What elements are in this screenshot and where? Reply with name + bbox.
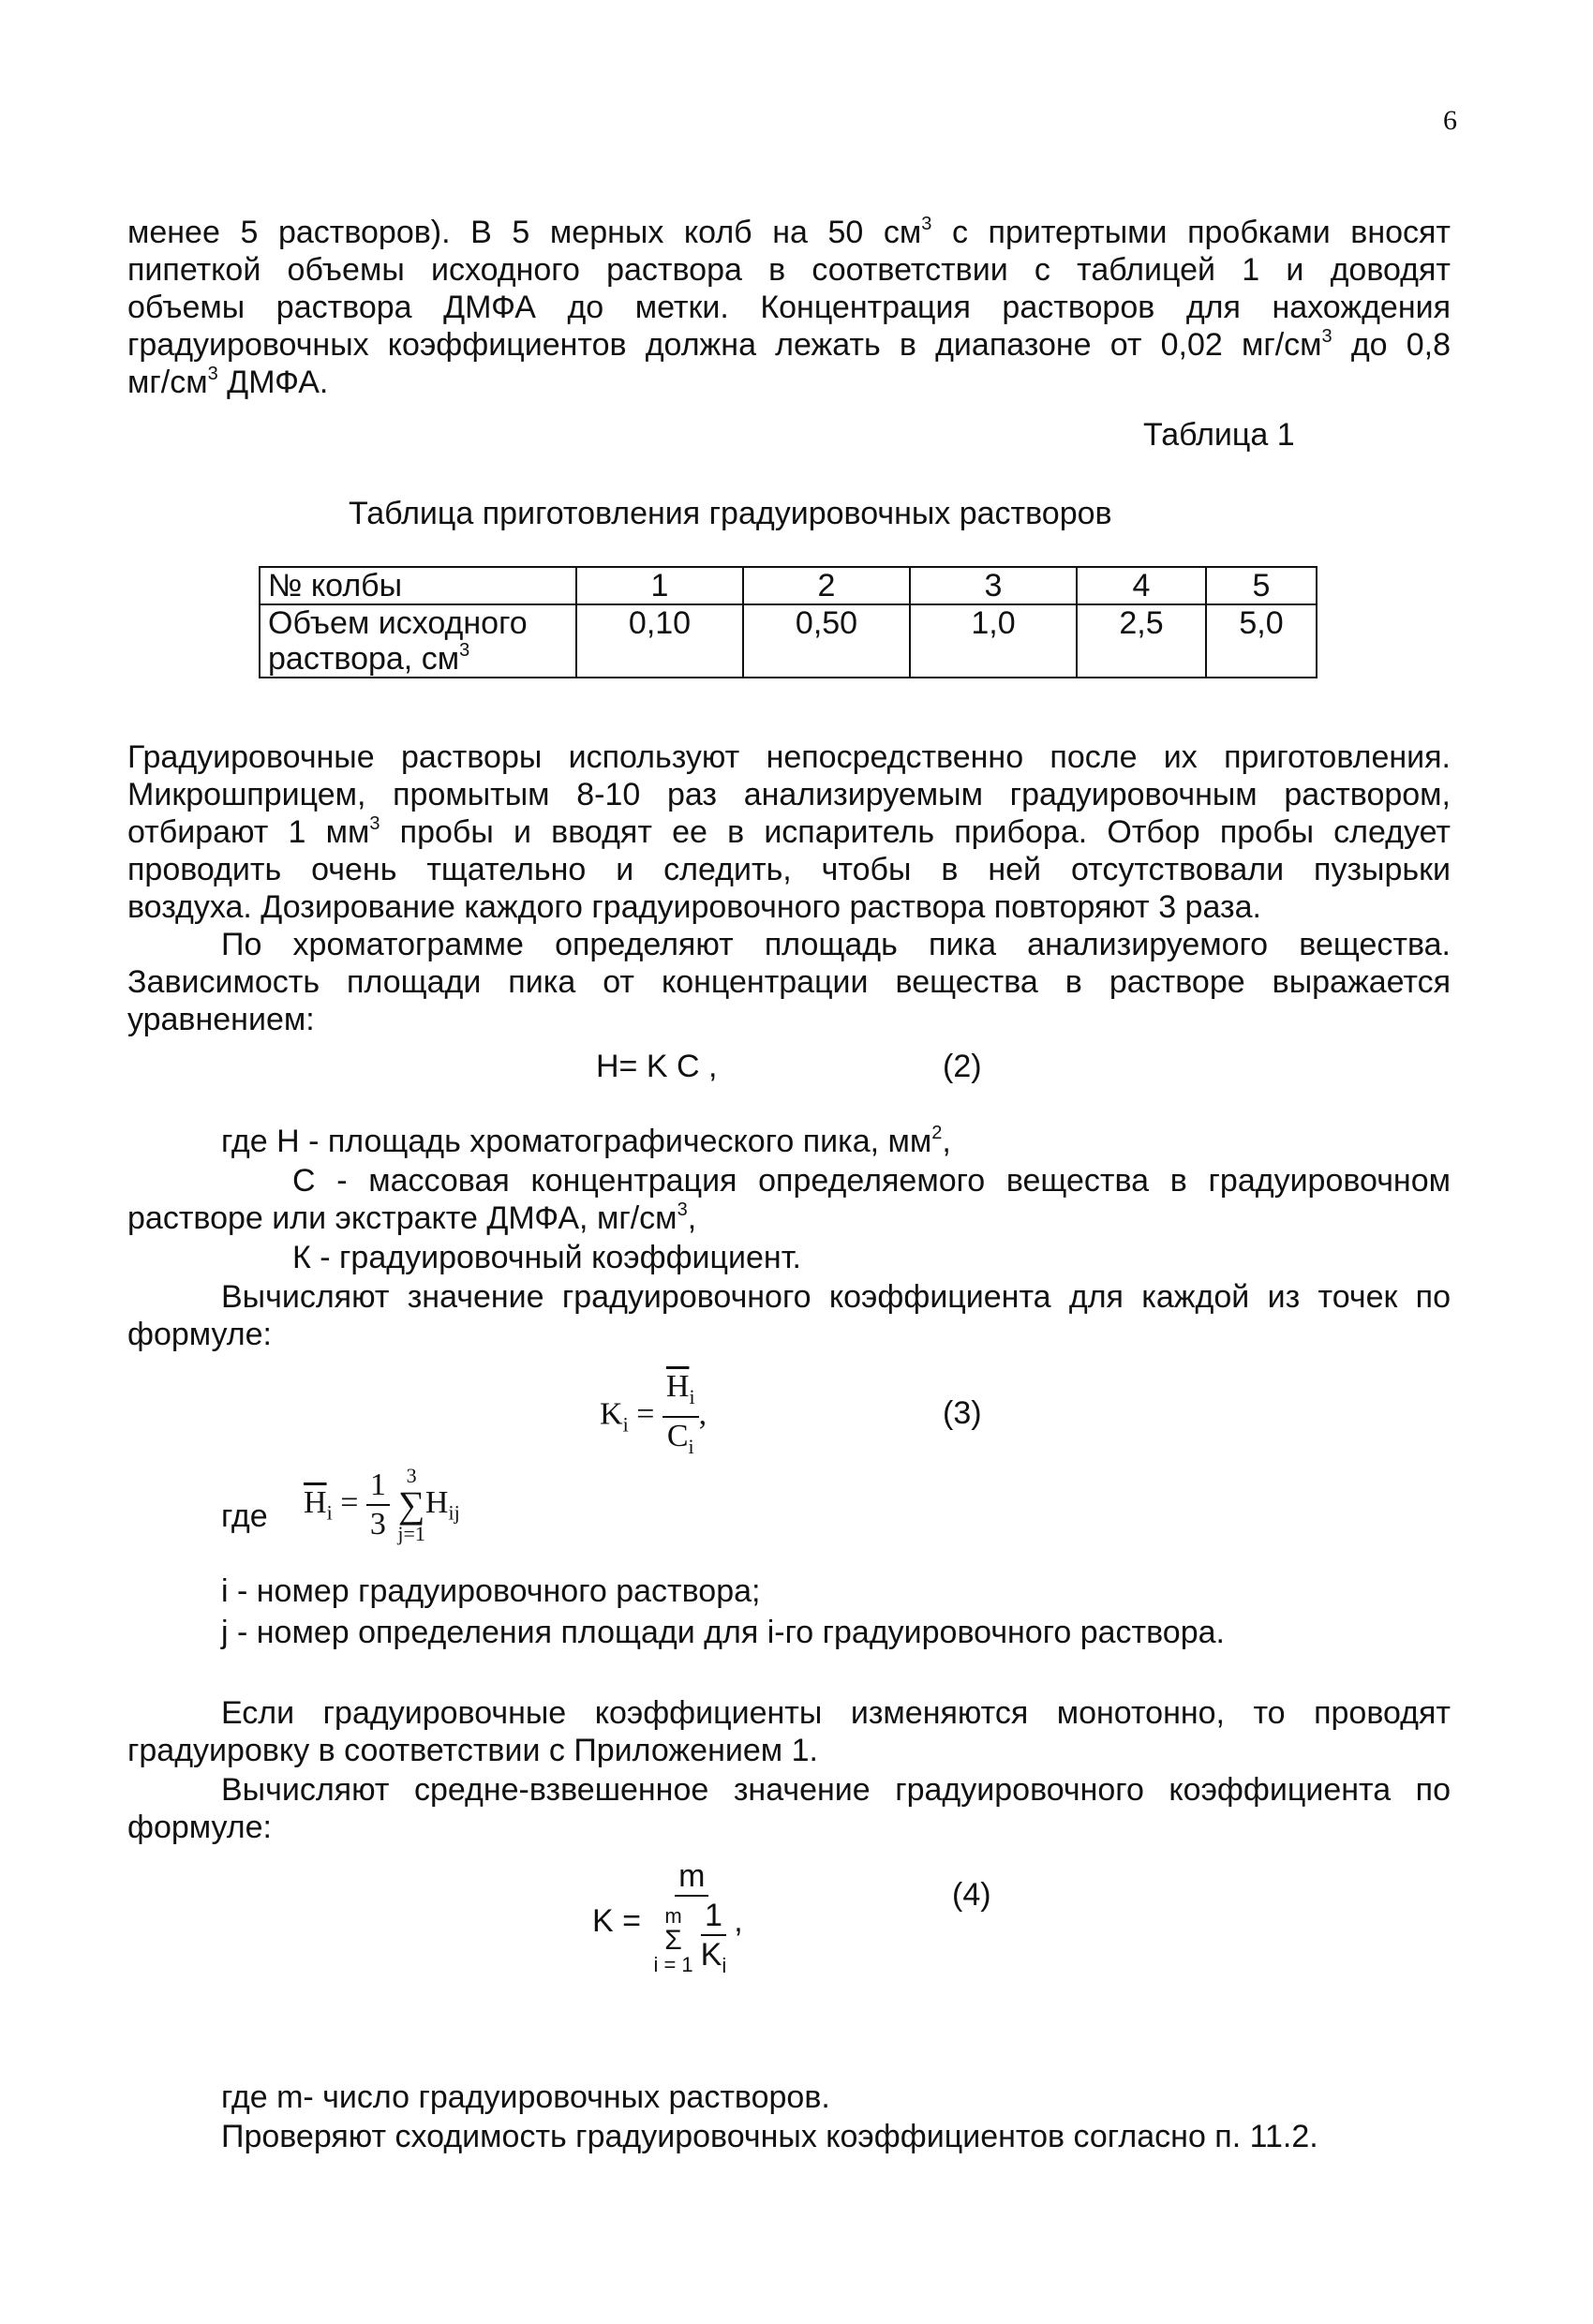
table-cell: 3 bbox=[910, 567, 1077, 604]
table-label: Таблица 1 bbox=[1143, 417, 1295, 453]
where-k: К - градуировочный коэффициент. bbox=[292, 1240, 801, 1275]
table-cell: 5 bbox=[1206, 567, 1317, 604]
equation-4-number: (4) bbox=[952, 1877, 991, 1913]
compute-paragraph bbox=[127, 1278, 1451, 1353]
intro-line-3: объемы раствора ДМФА до метки. Концентрация растворов для нахождения bbox=[127, 290, 1451, 325]
def-i: i - номер градуировочного раствора; bbox=[221, 1573, 761, 1609]
intro-line-4: градуировочных коэффициентов должна лежать в диапазоне от 0,02 $мг/см^3$ до 0,8 bbox=[127, 326, 1451, 363]
equation-2: H= K C , bbox=[596, 1049, 718, 1084]
usage-line: отбирают 1 $мм^3$ пробы и вводят ее в испаритель прибора. Отбор пробы следует bbox=[127, 813, 1451, 850]
weighted-paragraph bbox=[127, 1771, 1451, 1846]
table-header-volume: Объем исходного раствора, $см^3$ bbox=[260, 604, 576, 678]
table-row bbox=[260, 567, 1317, 604]
weighted-line: формуле: bbox=[127, 1810, 272, 1845]
mono-line: градуировку в соответствии с Приложением 1. bbox=[127, 1733, 818, 1768]
table-cell: 1,0 bbox=[910, 604, 1077, 678]
where-m: где m- число градуировочных растворов. bbox=[221, 2079, 830, 2115]
table-cell: 0,50 bbox=[743, 604, 910, 678]
equation-4: K = m m Σ i = 1 $\frac{1}{K_i}$ , bbox=[592, 1858, 743, 1977]
table-row bbox=[260, 604, 1317, 678]
usage-line: проводить очень тщательно и следить, чтобы в ней отсутствовали пузырьки bbox=[127, 852, 1451, 887]
table-cell: 0,10 bbox=[576, 604, 743, 678]
final-sentence: Проверяют сходимость градуировочных коэффициентов согласно п. 11.2. bbox=[221, 2119, 1318, 2154]
table-title: Таблица приготовления градуировочных растворов bbox=[349, 496, 1112, 531]
intro-paragraph bbox=[127, 214, 1451, 401]
usage-line: воздуха. Дозирование каждого градуировочного раствора повторяют 3 раза. bbox=[127, 889, 1261, 925]
intro-line-1: менее 5 растворов). В 5 мерных колб на 50 $см^3$ с притертыми пробками вносят bbox=[127, 214, 1451, 250]
where-c-cont: растворе или экстракте ДМФА, $мг/см^3$, bbox=[127, 1199, 697, 1236]
solutions-table bbox=[259, 566, 1318, 678]
compute-line: формуле: bbox=[127, 1317, 272, 1352]
peak-line: По хроматограмме определяют площадь пика анализируемого вещества. bbox=[221, 927, 1451, 962]
def-j: j - номер определения площади для i-го градуировочного раствора. bbox=[221, 1615, 1225, 1650]
usage-line: Микрошприцем, промытым 8-10 раз анализируемым градуировочным раствором, bbox=[127, 777, 1451, 812]
equation-2-number: (2) bbox=[943, 1049, 982, 1084]
table-cell: 5,0 bbox=[1206, 604, 1317, 678]
peak-paragraph bbox=[127, 926, 1451, 1038]
peak-line: Зависимость площади пика от концентрации вещества в растворе выражается bbox=[127, 964, 1451, 1000]
intro-line-5: $мг/см^3$ ДМФА. bbox=[127, 364, 329, 400]
weighted-line: Вычисляют средне-взвешенное значение градуировочного коэффициента по bbox=[221, 1772, 1451, 1808]
mono-paragraph bbox=[127, 1694, 1451, 1769]
table-cell: 2,5 bbox=[1077, 604, 1206, 678]
usage-line: Градуировочные растворы используют непосредственно после их приготовления. bbox=[127, 739, 1451, 775]
page-number: 6 bbox=[1443, 105, 1457, 136]
compute-line: Вычисляют значение градуировочного коэффициента для каждой из точек по bbox=[221, 1279, 1451, 1315]
mono-line: Если градуировочные коэффициенты изменяются монотонно, то проводят bbox=[221, 1695, 1451, 1731]
usage-paragraph bbox=[127, 738, 1451, 926]
where-h: где Н - площадь хроматографического пика, $мм^2$, bbox=[221, 1123, 951, 1159]
table-cell: 1 bbox=[576, 567, 743, 604]
equation-3-number: (3) bbox=[943, 1395, 982, 1431]
equation-3: $K_i$ = $\frac{\overline{H}_i}{C_i}$ , bbox=[600, 1369, 707, 1458]
table-cell: 2 bbox=[743, 567, 910, 604]
peak-line: уравнением: bbox=[127, 1002, 315, 1037]
table-header-flask: № колбы bbox=[260, 567, 576, 604]
mean-formula: $\overline{H}_i$ = $\frac{1}{3}$ 3 ∑ j=1 $H_{ij}$ bbox=[304, 1464, 460, 1545]
intro-line-2: пипеткой объемы исходного раствора в соответствии с таблицей 1 и доводят bbox=[127, 252, 1451, 288]
table-cell: 4 bbox=[1077, 567, 1206, 604]
where-c: С - массовая концентрация определяемого вещества в градуировочном bbox=[292, 1163, 1451, 1199]
mean-where: где bbox=[221, 1498, 268, 1534]
